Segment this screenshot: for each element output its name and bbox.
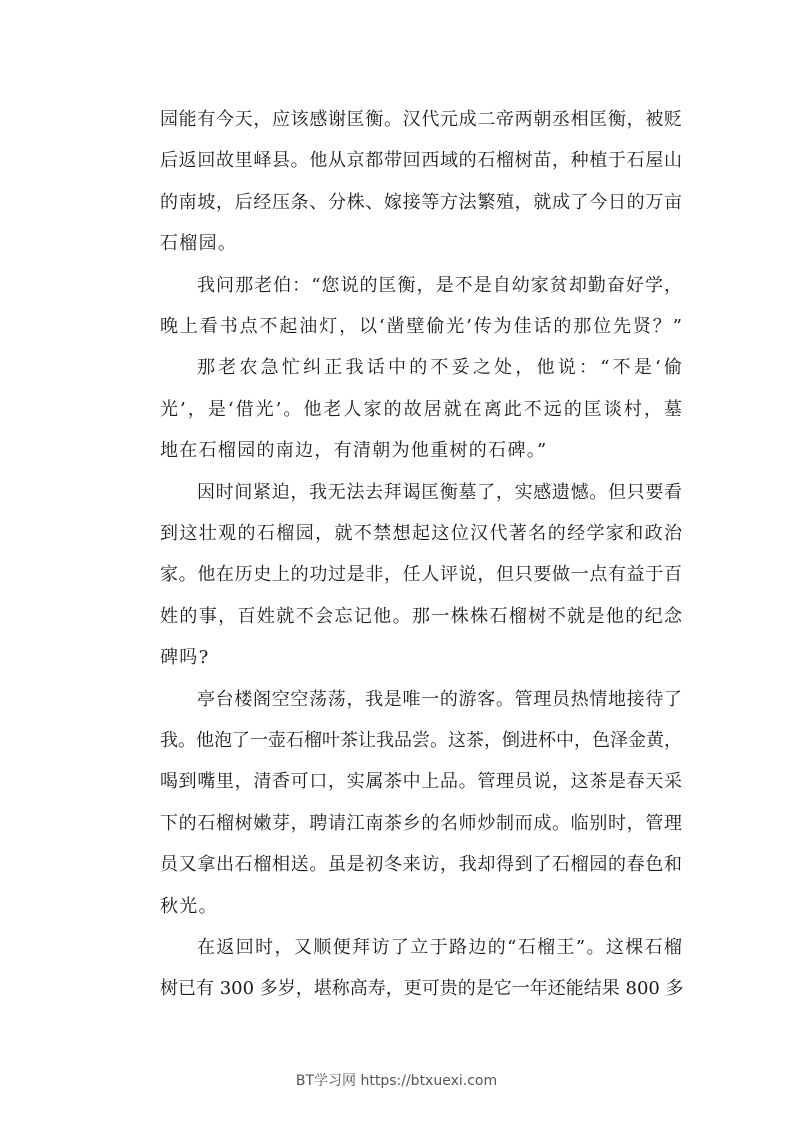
paragraph-line: 喝到嘴里，清香可口，实属茶中上品。管理员说，这茶是春天采 xyxy=(160,771,682,793)
paragraph-line: 树已有 300 多岁，堪称高寿，更可贵的是它一年还能结果 800 多 xyxy=(160,978,684,1000)
paragraph-line: 下的石榴树嫩芽，聘请江南茶乡的名师炒制而成。临别时，管理 xyxy=(160,812,682,834)
paragraph-line: 碑吗? xyxy=(160,647,210,669)
paragraph-line: 家。他在历史上的功过是非，任人评说，但只要做一点有益于百 xyxy=(160,564,682,586)
paragraph-line: 那老农急忙纠正我话中的不妥之处，他说：“不是‘偷 xyxy=(197,357,682,379)
paragraph-line: 地在石榴园的南边，有清朝为他重树的石碑。” xyxy=(160,440,548,462)
paragraph-line: 后返回故里峄县。他从京都带回西域的石榴树苗，种植于石屋山 xyxy=(160,150,682,172)
paragraph-line: 在返回时，又顺便拜访了立于路边的“石榴王”。这棵石榴 xyxy=(197,937,682,958)
paragraph-line: 晚上看书点不起油灯，以‘凿壁偷光’传为佳话的那位先贤？” xyxy=(160,316,682,337)
paragraph-line: 因时间紧迫，我无法去拜谒匡衡墓了，实感遗憾。但只要看 xyxy=(197,481,682,503)
paragraph-line: 亭台楼阁空空荡荡，我是唯一的游客。管理员热情地接待了 xyxy=(197,688,682,710)
footer-watermark: BT学习网 https://btxuexi.com xyxy=(295,1073,498,1089)
paragraph-line: 我。他泡了一壶石榴叶茶让我品尝。这茶，倒进杯中，色泽金黄， xyxy=(160,730,682,751)
paragraph-line: 员又拿出石榴相送。虽是初冬来访，我却得到了石榴园的春色和 xyxy=(160,854,682,876)
paragraph-line: 到这壮观的石榴园，就不禁想起这位汉代著名的经学家和政治 xyxy=(160,523,682,544)
paragraph-line: 我问那老伯：“您说的匡衡，是不是自幼家贫却勤奋好学， xyxy=(197,274,682,296)
paragraph-line: 姓的事，百姓就不会忘记他。那一株株石榴树不就是他的纪念 xyxy=(160,605,682,627)
paragraph-line: 石榴园。 xyxy=(160,233,238,255)
paragraph-line: 秋光。 xyxy=(160,895,218,917)
paragraph-line: 的南坡，后经压条、分株、嫁接等方法繁殖，就成了今日的万亩 xyxy=(160,191,682,213)
paragraph-line: 园能有今天，应该感谢匡衡。汉代元成二帝两朝丞相匡衡，被贬 xyxy=(160,109,682,130)
paragraph-line: 光’，是‘借光’。他老人家的故居就在离此不远的匡谈村，墓 xyxy=(160,398,682,420)
